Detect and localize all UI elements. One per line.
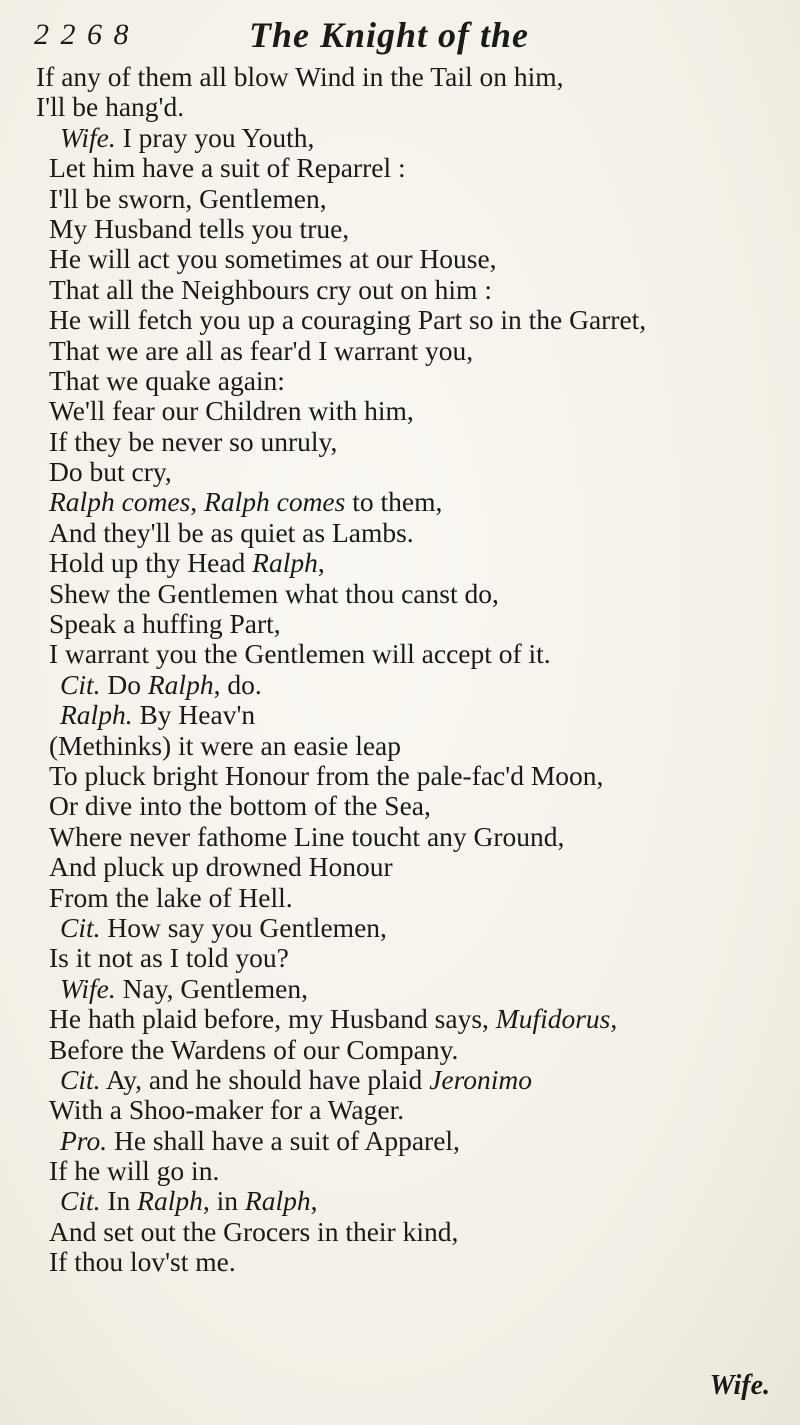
italic-text: Ralph	[252, 548, 318, 579]
verse-text	[36, 62, 776, 1278]
line-text: ,	[610, 1004, 618, 1035]
verse-line	[36, 123, 776, 153]
verse-line	[36, 791, 776, 821]
line-text: He shall have a suit of Apparel,	[107, 1125, 460, 1156]
line-text: With a Shoo-maker for a Wager.	[49, 1095, 405, 1126]
page-number: 2 2 6 8	[34, 18, 131, 51]
italic-text: Mufidorus	[495, 1004, 611, 1035]
line-text: Do	[100, 669, 148, 700]
line-text: My Husband tells you true,	[49, 213, 350, 244]
line-text: That we quake again:	[49, 365, 285, 396]
page-header	[34, 14, 754, 58]
line-text: , in	[202, 1186, 245, 1217]
line-text: He hath plaid before, my Husband says,	[49, 1004, 496, 1035]
line-text: He will act you sometimes at our House,	[49, 244, 497, 275]
line-text: To pluck bright Honour from the pale-fac'd Moon,	[49, 760, 604, 791]
line-text: And set out the Grocers in their kind,	[49, 1216, 459, 1247]
verse-line	[36, 305, 776, 335]
line-text: Before the Wardens of our Company.	[49, 1034, 459, 1065]
line-text: ,	[310, 1186, 318, 1217]
verse-line	[36, 92, 776, 122]
verse-line	[36, 1035, 776, 1065]
line-text: , do.	[213, 669, 262, 700]
line-text: Where never fathome Line toucht any Ground,	[49, 821, 565, 852]
verse-line	[36, 153, 776, 183]
line-text: Shew the Gentlemen what thou canst do,	[49, 578, 499, 609]
verse-line	[36, 609, 776, 639]
verse-line	[36, 1004, 776, 1034]
line-text: Or dive into the bottom of the Sea,	[49, 791, 431, 822]
italic-text: Jeronimo	[429, 1064, 533, 1095]
verse-line	[36, 518, 776, 548]
verse-line	[36, 366, 776, 396]
verse-line	[36, 1065, 776, 1095]
italic-text: Ralph	[244, 1186, 311, 1217]
line-text: I'll be sworn, Gentlemen,	[49, 183, 327, 214]
verse-line	[36, 62, 776, 92]
speaker-name: Ralph.	[60, 700, 133, 731]
verse-line	[36, 761, 776, 791]
italic-text: Ralph	[147, 669, 214, 700]
verse-line	[36, 275, 776, 305]
verse-line	[36, 548, 776, 578]
line-text: Hold up thy Head	[49, 548, 253, 579]
speaker-name: Cit.	[60, 912, 101, 943]
verse-line	[36, 852, 776, 882]
verse-line	[36, 1126, 776, 1156]
italic-text: Ralph comes	[204, 487, 346, 518]
verse-line	[36, 670, 776, 700]
verse-line	[36, 1186, 776, 1216]
line-text: We'll fear our Children with him,	[49, 396, 414, 427]
line-text: (Methinks) it were an easie leap	[49, 730, 402, 761]
verse-line	[36, 487, 776, 517]
verse-line	[36, 883, 776, 913]
line-text: Do but cry,	[49, 457, 172, 488]
verse-line	[36, 579, 776, 609]
verse-line	[36, 1247, 776, 1277]
line-text: That all the Neighbours cry out on him :	[49, 274, 492, 305]
line-text: Let him have a suit of Reparrel :	[49, 153, 406, 184]
line-text: ,	[317, 548, 325, 579]
line-text: If they be never so unruly,	[49, 426, 338, 457]
line-text: ,	[190, 487, 205, 518]
line-text: If thou lov'st me.	[49, 1247, 236, 1278]
line-text: to them,	[345, 487, 443, 518]
speaker-name: Cit.	[60, 1064, 101, 1095]
verse-line	[36, 184, 776, 214]
line-text: He will fetch you up a couraging Part so in the Garret,	[49, 305, 647, 336]
verse-line	[36, 639, 776, 669]
line-text: And pluck up drowned Honour	[49, 852, 393, 883]
verse-line	[36, 244, 776, 274]
speaker-name: Cit.	[60, 1186, 101, 1217]
line-text: If any of them all blow Wind in the Tail on him,	[36, 62, 564, 92]
speaker-name: Cit.	[60, 669, 101, 700]
speaker-name: Wife.	[60, 973, 116, 1004]
verse-line	[36, 943, 776, 973]
verse-line	[36, 457, 776, 487]
catchword: Wife.	[709, 1370, 770, 1401]
line-text: Ay, and he should have plaid	[100, 1064, 430, 1095]
line-text: And they'll be as quiet as Lambs.	[49, 517, 414, 548]
verse-line	[36, 822, 776, 852]
running-title: The Knight of the	[249, 15, 530, 55]
line-text: I'll be hang'd.	[36, 92, 185, 123]
verse-line	[36, 913, 776, 943]
line-text: From the lake of Hell.	[49, 882, 293, 913]
line-text: In	[100, 1186, 138, 1217]
verse-line	[36, 336, 776, 366]
speaker-name: Pro.	[60, 1125, 108, 1156]
verse-line	[36, 1217, 776, 1247]
verse-line	[36, 731, 776, 761]
verse-line	[36, 396, 776, 426]
line-text: By Heav'n	[132, 700, 256, 731]
line-text: How say you Gentlemen,	[100, 912, 387, 943]
line-text: If he will go in.	[49, 1156, 220, 1187]
italic-text: Ralph comes	[49, 487, 191, 518]
line-text: That we are all as fear'd I warrant you,	[49, 335, 474, 366]
verse-line	[36, 1156, 776, 1186]
verse-line	[36, 700, 776, 730]
line-text: Is it not as I told you?	[49, 943, 289, 974]
verse-line	[36, 974, 776, 1004]
verse-line	[36, 1095, 776, 1125]
line-text: I warrant you the Gentlemen will accept of it.	[49, 639, 551, 670]
speaker-name: Wife.	[60, 122, 116, 153]
line-text: Nay, Gentlemen,	[115, 973, 308, 1004]
line-text: I pray you Youth,	[115, 122, 315, 153]
verse-line	[36, 214, 776, 244]
line-text: Speak a huffing Part,	[49, 609, 281, 640]
italic-text: Ralph	[137, 1186, 203, 1217]
verse-line	[36, 427, 776, 457]
